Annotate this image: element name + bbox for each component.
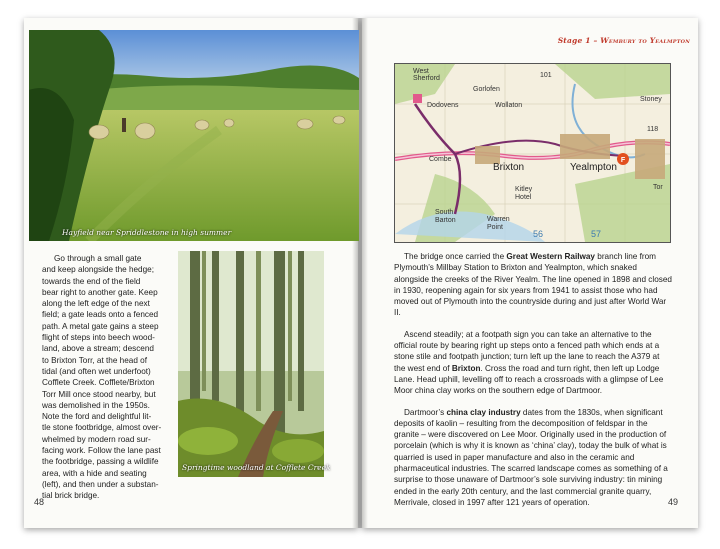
hayfield-caption: Hayfield near Spriddlestone in high summer — [62, 228, 232, 237]
left-line: facing work. Follow the lane past — [42, 446, 161, 456]
page-number-left: 48 — [34, 497, 45, 507]
map-label-yealmpton: Yealmpton — [570, 162, 617, 173]
text-fragment: dates from the 1830s, when significant deposits of kaolin – resulting from the decomposition of feldspar in the granite – were discovered on Lee Moor. Originally used in the production of porcelain (which is why it is known as ‘china’ clay), today the bulk of what is quarried is used in paper manufacture and also in the ceramic and pharmaceutical industries. The scarred landscape comes as something of a surprise to those unaware of Dartmoor’s sole surviving industry: tin mining ended in the early 20th century, and the last commercial granite quarry, Merrivale, closed in 1997 after 121 years of operation. — [394, 407, 668, 507]
woodland-photo — [178, 251, 324, 477]
left-line: the footbridge, passing a wildlife — [42, 457, 159, 467]
map-label-gorlofen: Gorlofen — [473, 86, 500, 93]
text-fragment: Ascend steadily; at a footpath sign you can take an alternative to the official route by bearing right up steps onto a fenced path which ends at a stone stile and footpath junction; turn left up the lane to reach the A379 at the west end of — [394, 329, 660, 373]
paragraph-route — [394, 329, 672, 397]
map-label-combe: Combe — [429, 156, 452, 163]
left-line: field; a gate leads onto a fenced — [42, 310, 159, 320]
left-line: land, above a stream; descend — [42, 344, 154, 354]
left-line: Note the ford and delightful lit- — [42, 412, 152, 422]
left-line: was demolished in the 1950s. — [42, 400, 150, 410]
left-line: tial brick bridge. — [42, 491, 100, 501]
text-fragment: Dartmoor’s — [404, 407, 447, 417]
left-line: and keep alongside the hedge; — [42, 265, 154, 275]
map-label-south-barton: South Barton — [435, 209, 456, 224]
left-line: path. A metal gate gains a steep — [42, 321, 159, 331]
left-line: tle stone footbridge, almost over- — [42, 423, 162, 433]
text-fragment: The bridge once carried the — [404, 252, 507, 261]
map-label-brixton: Brixton — [493, 162, 525, 173]
right-body-text — [394, 251, 672, 518]
left-line: Torr Mill once stood nearby, but — [42, 389, 156, 399]
hayfield-photo — [29, 30, 359, 241]
left-line: Cofflete Creek. Cofflete/Brixton — [42, 378, 155, 388]
paragraph-railway — [394, 251, 672, 319]
text-fragment: . Cross the road and turn right, then left up Lodge Lane. Head uphill, levelling off to reach a crossroads with a glimpse of Lee Moor china clay works on the southern edge of Dartmoor. — [394, 363, 664, 396]
map-label-west-sherford: West Sherford — [413, 68, 440, 82]
bold-term: Great Western Railway — [506, 252, 595, 261]
left-line: along the left edge of the next — [42, 299, 150, 309]
left-line: (left), and then under a substan- — [42, 479, 159, 489]
woodland-caption: Springtime woodland at Cofflete Creek — [182, 463, 331, 472]
header-stage: Stage 1 — [557, 36, 591, 45]
map-label-tor: Tor — [653, 184, 663, 191]
left-line: towards the end of the field — [42, 276, 141, 286]
map-label-101: 101 — [540, 72, 552, 79]
paragraph-china-clay — [394, 407, 672, 509]
map-label-warren-point: Warren Point — [487, 216, 510, 231]
route-map — [394, 63, 671, 243]
left-line: to Brixton Torr, at the head of — [42, 355, 147, 365]
map-label-kitley: Kitley Hotel — [515, 186, 533, 201]
map-label-dodovens: Dodovens — [427, 102, 459, 109]
bold-term: Brixton — [451, 363, 481, 373]
left-line: bear right to another gate. Keep — [42, 287, 158, 297]
page-number-right: 49 — [668, 497, 679, 507]
map-label-118: 118 — [647, 126, 659, 133]
left-line: tidal (and often wet underfoot) — [42, 366, 151, 376]
left-line: Go through a small gate — [54, 254, 142, 263]
header-route: Wembury to Yealmpton — [600, 36, 690, 45]
left-line: whelmed by modern road sur- — [42, 434, 151, 444]
header-dash: – — [590, 36, 601, 45]
bold-term: china clay industry — [446, 407, 521, 417]
map-label-stoney: Stoney — [640, 96, 662, 103]
map-label-57: 57 — [591, 229, 602, 239]
left-body-text — [42, 253, 172, 502]
left-line: area, with a hide and seating — [42, 468, 147, 478]
map-label-wollaton: Wollaton — [495, 102, 523, 109]
text-fragment: branch line from Plymouth’s Millbay Station to Brixton and Yealmpton, which snaked alongside the creeks of the River Yealm. The line opened in 1898 and closed in 1930, reopening again for six years from 1941 to assist those who had moved out of Plymouth into the countryside during and just after World War II. — [394, 252, 672, 318]
running-header — [558, 36, 690, 45]
map-label-56: 56 — [533, 229, 544, 239]
left-line: flight of steps into beech wood- — [42, 333, 155, 343]
map-f-marker: F — [620, 157, 626, 164]
